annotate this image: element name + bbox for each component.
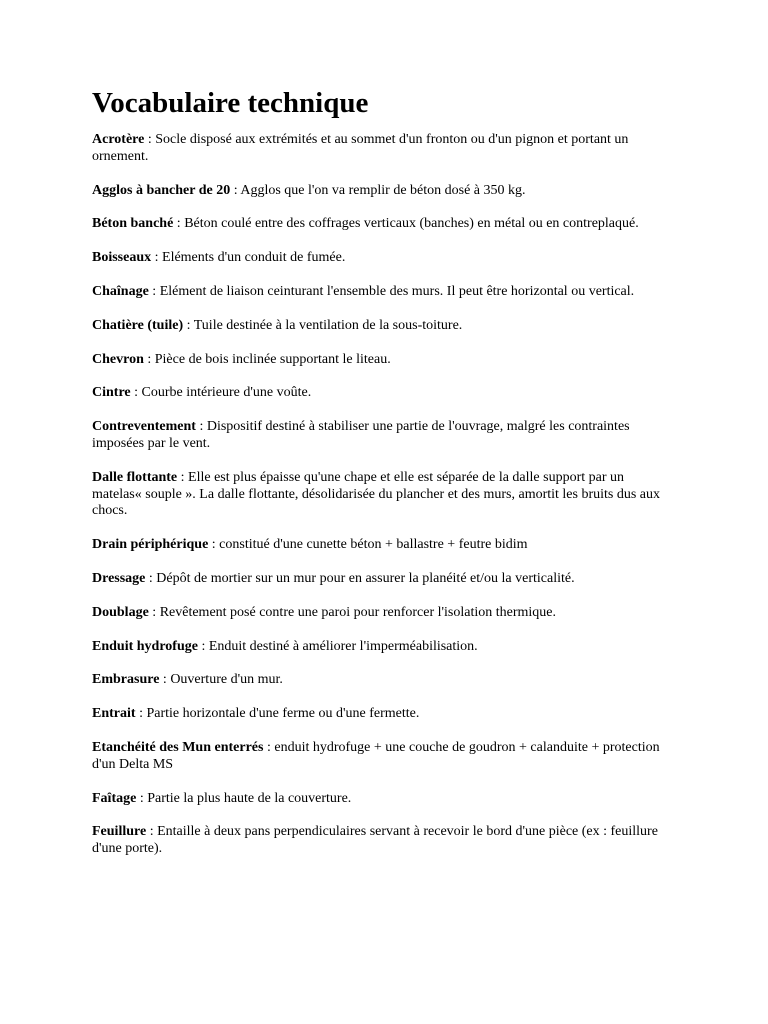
term-separator: :	[148, 604, 160, 620]
glossary-definition: enduit hydrofuge + une couche de goudron + calanduite + protection d'un Delta MS	[92, 739, 660, 772]
term-separator: :	[151, 250, 163, 266]
term-separator: :	[144, 132, 156, 147]
glossary-term: Drain périphérique	[92, 537, 209, 553]
term-separator: :	[159, 672, 171, 688]
term-separator: :	[173, 216, 185, 232]
glossary-definition: Ouverture d'un mur.	[170, 672, 283, 688]
glossary-definition: constitué d'une cunette béton + ballastre + feutre bidim	[219, 537, 528, 553]
term-separator: :	[145, 570, 157, 586]
glossary-definition: Enduit destiné à améliorer l'imperméabilisation.	[208, 638, 478, 654]
glossary-term: Chaînage	[92, 283, 149, 299]
glossary-entry	[92, 537, 672, 554]
glossary-definition: Eléments d'un conduit de fumée.	[162, 250, 346, 266]
term-separator: :	[208, 537, 220, 553]
document-page	[92, 84, 672, 875]
term-separator: :	[195, 419, 207, 435]
term-separator: :	[183, 317, 194, 333]
glossary-entry	[92, 605, 672, 622]
glossary-term: Dalle flottante	[92, 469, 178, 485]
glossary-entry	[92, 284, 672, 301]
glossary-entry	[92, 352, 672, 369]
document-title: Vocabulaire technique	[92, 87, 369, 119]
glossary-definition: Béton coulé entre des coffrages verticaux (banches) en métal ou en contreplaqué.	[184, 216, 639, 232]
glossary-term: Contreventement	[92, 419, 196, 435]
glossary-term: Entrait	[92, 706, 136, 722]
glossary-entry	[92, 571, 672, 588]
glossary-term: Feuillure	[92, 824, 147, 840]
glossary-entry	[92, 132, 672, 166]
glossary-definition: Agglos que l'on va remplir de béton dosé à 350 kg.	[240, 182, 526, 198]
glossary-definition: Elément de liaison ceinturant l'ensemble des murs. Il peut être horizontal ou vertical.	[159, 283, 635, 299]
glossary-definition: Courbe intérieure d'une voûte.	[141, 385, 312, 401]
glossary-term: Chevron	[92, 351, 144, 367]
term-separator: :	[136, 790, 148, 806]
glossary-term: Acrotère	[92, 132, 145, 147]
glossary-definition: Dispositif destiné à stabiliser une partie de l'ouvrage, malgré les contraintes imposées par le vent.	[92, 419, 630, 451]
term-separator: :	[148, 283, 160, 299]
glossary-term: Enduit hydrofuge	[92, 638, 198, 654]
term-separator: :	[263, 739, 275, 755]
glossary-entry	[92, 672, 672, 689]
term-separator: :	[197, 638, 209, 654]
glossary-entry	[92, 318, 672, 335]
glossary-entry	[92, 740, 672, 774]
glossary-definition: Socle disposé aux extrémités et au sommet d'un fronton ou d'un pignon et portant un ornement.	[92, 132, 629, 164]
glossary-term: Cintre	[92, 385, 131, 401]
glossary-entry	[92, 470, 672, 520]
glossary-definition: Entaille à deux pans perpendiculaires servant à recevoir le bord d'une pièce (ex : feuillure d'une porte).	[92, 824, 658, 857]
glossary-definition: Revêtement posé contre une paroi pour renforcer l'isolation thermique.	[159, 604, 557, 620]
glossary-entry	[92, 183, 672, 200]
glossary-definition: Elle est plus épaisse qu'une chape et elle est séparée de la dalle support par un matelas« souple ». La dalle flottante, désolidarisée du plancher et des murs, amortit les bruits dus aux chocs.	[92, 469, 661, 519]
glossary-term: Chatière (tuile)	[92, 317, 184, 333]
glossary-term: Agglos à bancher de 20	[92, 182, 231, 198]
term-separator: :	[230, 182, 241, 198]
glossary-term: Embrasure	[92, 672, 160, 688]
term-separator: :	[130, 385, 142, 401]
term-separator: :	[177, 469, 189, 485]
glossary-term: Béton banché	[92, 216, 174, 232]
glossary-definition: Dépôt de mortier sur un mur pour en assurer la planéité et/ou la verticalité.	[156, 570, 575, 586]
glossary-definition: Partie horizontale d'une ferme ou d'une fermette.	[146, 706, 420, 722]
glossary-definition: Tuile destinée à la ventilation de la sous-toiture.	[193, 317, 463, 333]
glossary-entry	[92, 250, 672, 267]
glossary-definition: Partie la plus haute de la couverture.	[147, 790, 352, 806]
glossary-term: Faîtage	[92, 790, 137, 806]
glossary-term: Dressage	[92, 570, 146, 586]
term-separator: :	[143, 351, 155, 367]
term-separator: :	[135, 706, 147, 722]
glossary-term: Boisseaux	[92, 250, 152, 266]
glossary-entry	[92, 419, 672, 453]
glossary-entry	[92, 791, 672, 808]
glossary-definition: Pièce de bois inclinée supportant le liteau.	[154, 351, 391, 367]
glossary-entry	[92, 706, 672, 723]
glossary-entry	[92, 824, 672, 858]
glossary-list	[92, 132, 672, 858]
glossary-entry	[92, 216, 672, 233]
glossary-term: Doublage	[92, 604, 149, 620]
glossary-entry	[92, 385, 672, 402]
glossary-entry	[92, 639, 672, 656]
term-separator: :	[146, 824, 158, 840]
glossary-term: Etanchéité des Mun enterrés	[92, 739, 264, 755]
